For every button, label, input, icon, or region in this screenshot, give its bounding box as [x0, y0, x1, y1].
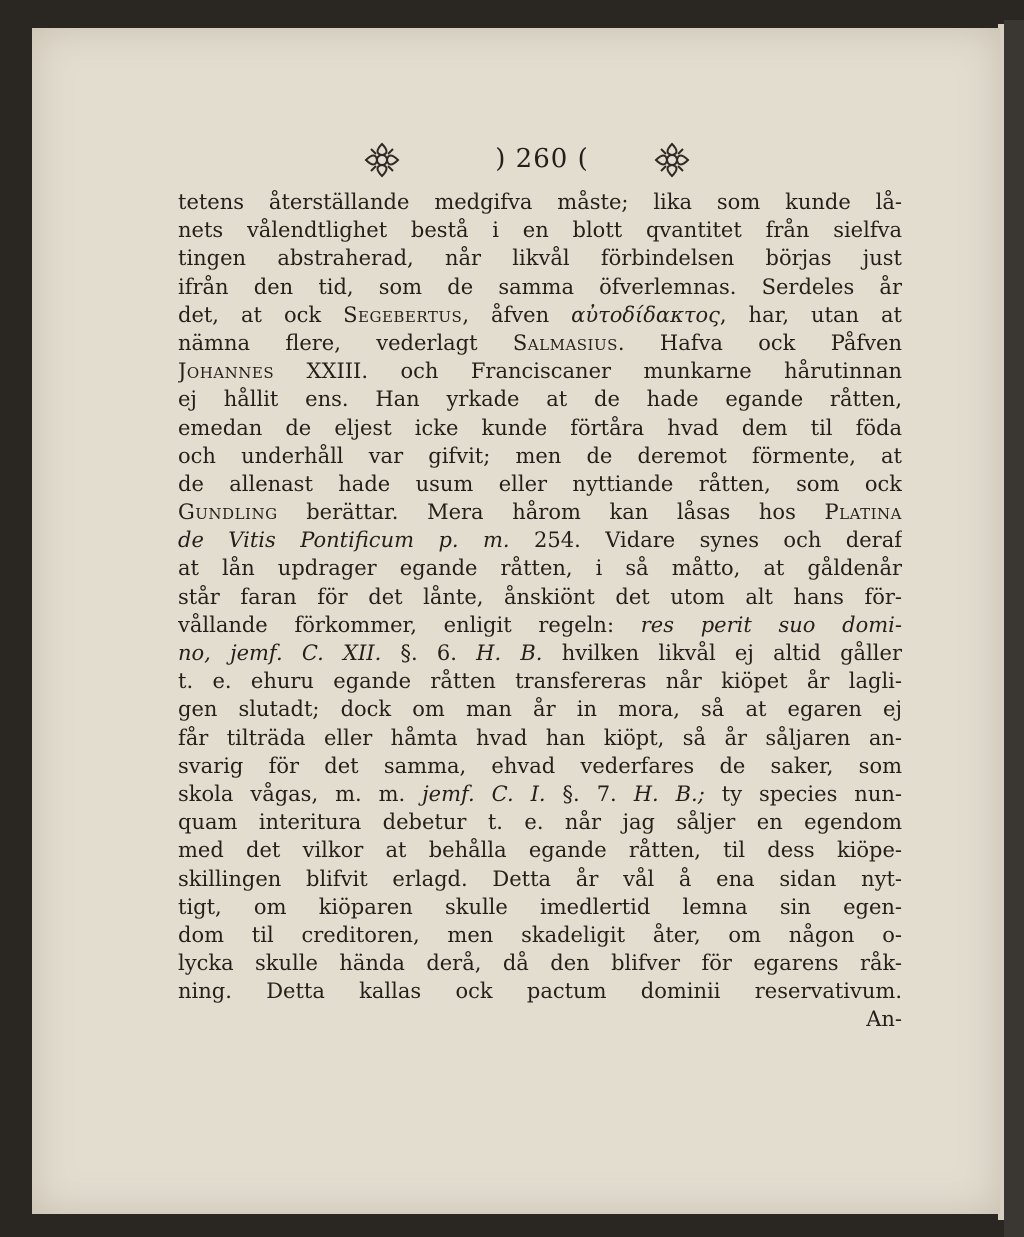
text-segment: Platina — [824, 500, 902, 525]
text-segment: , åfven — [462, 302, 572, 327]
text-line — [178, 526, 902, 554]
text-line — [178, 836, 902, 864]
text-segment: res perit suo domi- — [640, 612, 902, 637]
text-segment: de Vitis Pontificum p. m. — [178, 528, 510, 553]
text-segment: H. B.; — [633, 781, 705, 806]
text-line — [178, 865, 902, 893]
text-segment: och underhåll var gifvit; men de deremot förmente, at — [178, 443, 902, 468]
flower-ornament-icon — [362, 140, 402, 180]
page-header — [32, 140, 1000, 180]
text-segment: ning. Detta kallas ock pactum dominii reservativum. — [178, 979, 902, 1004]
text-line — [178, 667, 902, 695]
text-segment: ty species nun- — [704, 781, 902, 806]
text-segment: nämna flere, vederlagt — [178, 330, 513, 355]
text-line — [178, 357, 902, 385]
text-segment: 254. Vidare synes och deraf — [509, 528, 902, 553]
text-segment: berättar. Mera hårom kan låsas hos — [277, 500, 825, 525]
text-segment: αὐτοδίδακτος — [571, 302, 720, 327]
book-page — [32, 28, 1000, 1214]
text-line — [178, 977, 902, 1005]
text-line — [178, 583, 902, 611]
text-segment: skola vågas, m. m. — [178, 781, 423, 806]
text-line — [178, 414, 902, 442]
text-segment: Segebertus — [343, 302, 463, 327]
text-segment: dom til creditoren, men skadeligit åter, om någon o- — [178, 922, 902, 947]
text-segment: med det vilkor at behålla egande råtten, til dess kiöpe- — [178, 838, 902, 863]
text-line — [178, 301, 902, 329]
text-segment: XXIII. och Franciscaner munkarne hårutinnan — [274, 359, 902, 384]
text-line — [178, 470, 902, 498]
text-segment: Johannes — [178, 359, 275, 384]
text-segment: emedan de eljest icke kunde förtåra hvad dem til föda — [178, 415, 902, 440]
text-line — [178, 554, 902, 582]
flower-ornament-icon — [652, 140, 692, 180]
text-segment: t. e. ehuru egande råtten transfereras når kiöpet år lagli- — [178, 669, 902, 694]
page-number: ) 260 ( — [495, 144, 589, 174]
text-segment: det, at ock — [178, 302, 344, 327]
text-line — [178, 216, 902, 244]
text-segment: hvilken likvål ej altid gåller — [542, 641, 902, 665]
text-line — [178, 385, 902, 413]
text-segment: §. 6. — [381, 641, 477, 665]
text-line — [178, 893, 902, 921]
text-segment: H. B. — [476, 641, 543, 665]
text-segment: de allenast hade usum eller nyttiande råtten, som ock — [178, 471, 902, 496]
text-line — [178, 695, 902, 723]
text-line — [178, 808, 902, 836]
text-segment: at lån updrager egande råtten, i så måtto, at gåldenår — [178, 556, 902, 581]
right-binding-edge — [1004, 20, 1024, 1237]
text-segment: ifrån den tid, som de samma öfverlemnas. Serdeles år — [178, 274, 902, 299]
text-segment: quam interitura debetur t. e. når jag såljer en egendom — [178, 810, 902, 835]
body-text — [178, 188, 902, 1034]
text-line — [178, 329, 902, 357]
text-segment: lycka skulle hända derå, då den blifver för egarens råk- — [178, 951, 902, 976]
text-segment: . Hafva ock Påfven — [617, 330, 902, 355]
text-segment: svarig för det samma, ehvad vederfares de saker, som — [178, 753, 902, 778]
text-line — [178, 1005, 902, 1033]
text-line — [178, 188, 902, 216]
text-segment: står faran för det lånte, ånskiönt det utom alt hans för- — [178, 584, 902, 609]
text-segment: An- — [866, 1007, 902, 1032]
text-segment: jemf. C. I. — [422, 781, 546, 806]
text-line — [178, 780, 902, 808]
text-line — [178, 724, 902, 752]
text-line — [178, 273, 902, 301]
text-line — [178, 949, 902, 977]
text-segment: , har, utan at — [719, 302, 902, 327]
text-line — [178, 611, 902, 639]
text-segment: tingen abstraherad, når likvål förbindelsen börjas just — [178, 246, 902, 271]
text-segment: §. 7. — [545, 781, 634, 806]
text-segment: vållande förkommer, enligit regeln: — [178, 612, 641, 637]
text-segment: no, jemf. C. XII. — [178, 641, 382, 665]
text-segment: skillingen blifvit erlagd. Detta år vål å ena sidan nyt- — [178, 866, 902, 891]
text-line — [178, 244, 902, 272]
text-segment: ej hållit ens. Han yrkade at de hade egande råtten, — [178, 387, 902, 412]
text-line — [178, 921, 902, 949]
text-segment: Gundling — [178, 500, 278, 525]
text-line — [178, 442, 902, 470]
text-line — [178, 639, 902, 667]
text-segment: gen slutadt; dock om man år in mora, så at egaren ej — [178, 697, 902, 722]
text-line — [178, 752, 902, 780]
text-segment: tigt, om kiöparen skulle imedlertid lemna sin egen- — [178, 894, 902, 919]
text-segment: tetens återställande medgifva måste; lika som kunde lå- — [178, 190, 902, 214]
text-segment: Salmasius — [512, 330, 618, 355]
text-segment: nets vålendtlighet bestå i en blott qvantitet från sielfva — [178, 218, 902, 243]
text-line — [178, 498, 902, 526]
text-segment: får tilträda eller håmta hvad han kiöpt, så år såljaren an- — [178, 725, 902, 750]
